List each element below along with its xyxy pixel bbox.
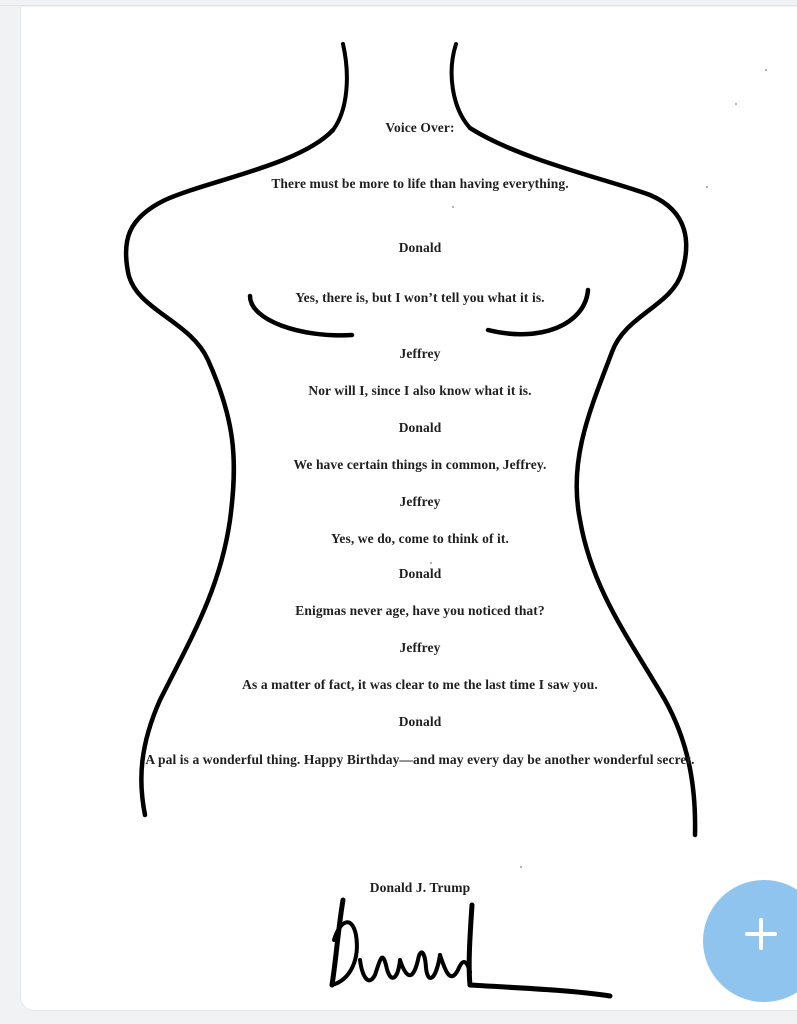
speaker-name: Jeffrey	[399, 640, 441, 655]
dialogue-line: There must be more to life than having everything.	[271, 176, 569, 191]
speaker-name: Donald	[398, 420, 442, 435]
speaker-name: Donald	[398, 566, 442, 581]
dialogue-line: Yes, there is, but I won’t tell you what it is.	[295, 290, 545, 305]
dialogue-line: As a matter of fact, it was clear to me the last time I saw you.	[242, 677, 598, 692]
dialogue-line: Nor will I, since I also know what it is.	[308, 383, 532, 398]
scan-speck	[430, 562, 432, 564]
scan-speck	[706, 186, 708, 188]
dialogue-line: A pal is a wonderful thing. Happy Birthday—and may every day be another wonderful secret.	[145, 752, 695, 767]
speaker-name: Jeffrey	[399, 494, 441, 509]
speaker-name: Donald	[398, 714, 442, 729]
scan-speck	[520, 866, 522, 868]
scan-speck	[765, 69, 767, 71]
scan-speck	[452, 206, 454, 208]
speaker-name: Jeffrey	[399, 346, 441, 361]
dialogue-line: We have certain things in common, Jeffrey.	[293, 457, 547, 472]
dialogue-line: Enigmas never age, have you noticed that?	[295, 603, 545, 618]
dialogue-line: Yes, we do, come to think of it.	[331, 531, 509, 546]
speaker-name: Donald	[398, 240, 442, 255]
voice-over-heading: Voice Over:	[385, 120, 455, 135]
scan-speck	[735, 103, 737, 105]
signature-name: Donald J. Trump	[369, 880, 471, 895]
plus-icon	[739, 912, 783, 956]
